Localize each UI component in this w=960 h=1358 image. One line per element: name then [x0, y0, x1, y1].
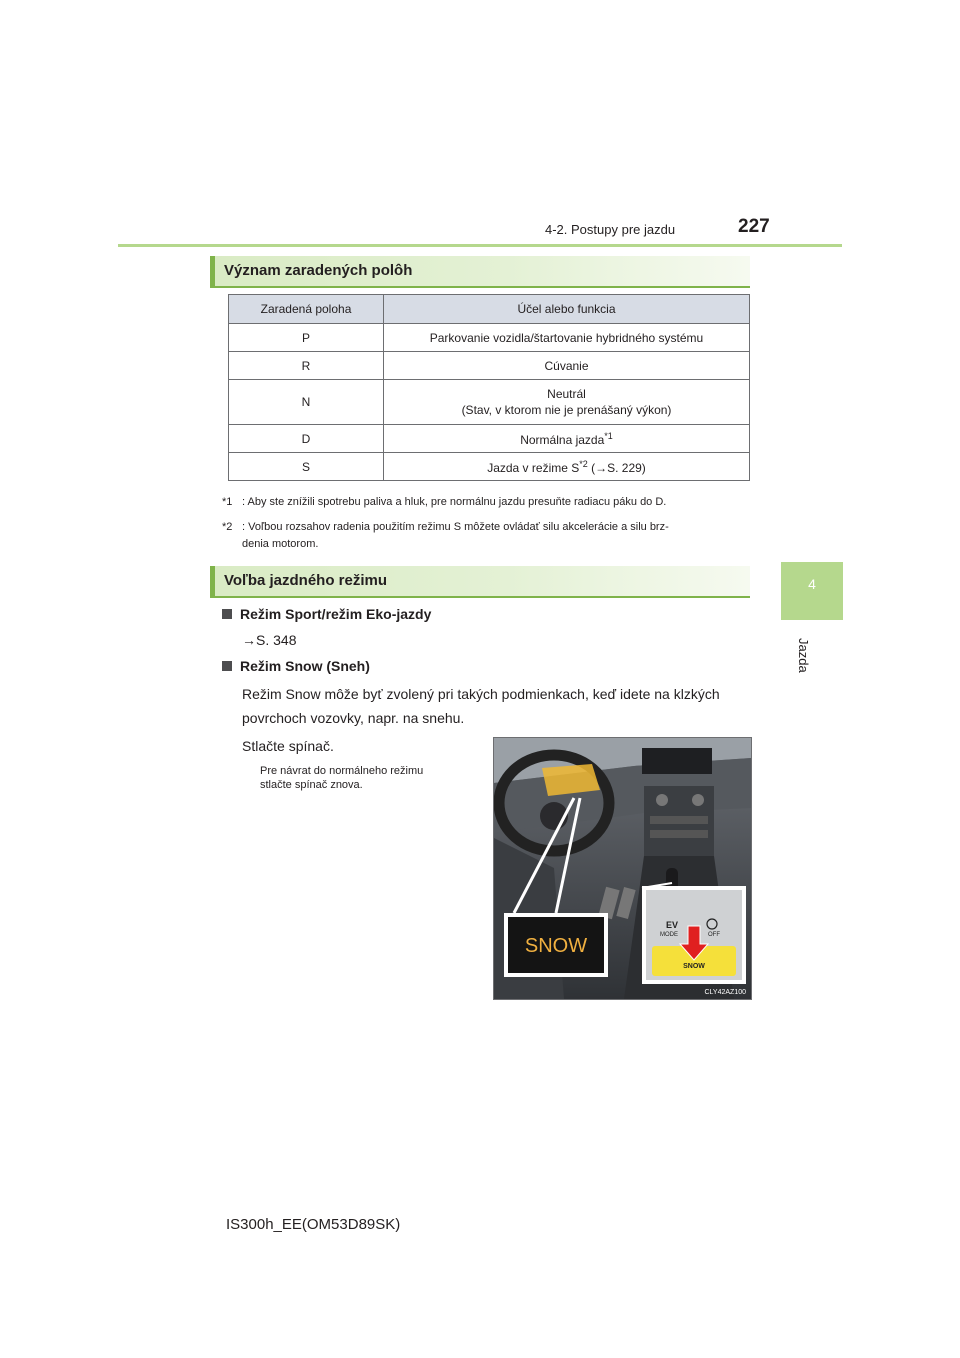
center-display	[642, 748, 712, 774]
switch-label: SNOW	[683, 963, 705, 970]
footnote-1	[222, 494, 666, 511]
section-title: Význam zaradených polôh	[224, 262, 413, 279]
subheading-sport-eco	[222, 606, 431, 622]
control-row	[650, 830, 708, 838]
section-title: Voľba jazdného režimu	[224, 572, 388, 589]
table-header-row	[229, 295, 750, 324]
note-line: stlačte spínač znova.	[260, 779, 363, 791]
chapter-label: Jazda	[796, 638, 811, 673]
function-cell	[384, 453, 750, 481]
table-row	[229, 324, 750, 352]
chapter-tab	[781, 562, 843, 620]
function-text: Jazda v režime S	[487, 460, 580, 475]
function-cell: Cúvanie	[384, 352, 750, 380]
function-cell	[384, 425, 750, 453]
footnote-ref: *1	[604, 430, 613, 441]
column-header: Účel alebo funkcia	[384, 295, 750, 324]
footnote-mark: *2	[222, 521, 233, 533]
position-cell: R	[229, 352, 384, 380]
table-row	[229, 453, 750, 481]
note-line: Pre návrat do normálneho režimu	[260, 765, 424, 777]
table-row	[229, 425, 750, 453]
document-code: IS300h_EE(OM53D89SK)	[226, 1216, 401, 1233]
subheading-text: Režim Snow (Sneh)	[240, 658, 370, 674]
function-cell: Parkovanie vozidla/štartovanie hybridného systému	[384, 324, 750, 352]
snow-description-line-2: povrchoch vozovky, napr. na snehu.	[242, 710, 465, 726]
snow-indicator-text: SNOW	[524, 935, 588, 957]
footnote-continuation: denia motorom.	[242, 538, 319, 550]
page-reference: (→S. 229)	[587, 460, 646, 475]
control-knob-icon	[692, 794, 704, 806]
running-header-section: 4-2. Postupy pre jazdu	[545, 222, 676, 237]
footnote-text: : Aby ste znížili spotrebu paliva a hluk, pre normálnu jazdu presuňte radiacu páku do D.	[242, 496, 667, 508]
footnote-mark: *1	[222, 496, 233, 508]
section-heading-drive-mode	[210, 566, 750, 598]
dashboard-illustration	[493, 737, 752, 1000]
chapter-number: 4	[808, 576, 816, 592]
function-cell	[384, 380, 750, 425]
snow-description-line-1: Režim Snow môže byť zvolený pri takých podmienkach, keď idete na klzkých	[242, 686, 720, 702]
footnote-2	[222, 519, 669, 553]
footnote-text: : Voľbou rozsahov radenia použitím režimu S môžete ovládať silu akcelerácie a silu brz-	[242, 521, 669, 533]
position-cell: D	[229, 425, 384, 453]
page-number: 227	[738, 216, 770, 237]
mode-label: MODE	[660, 932, 678, 938]
position-cell: S	[229, 453, 384, 481]
square-bullet-icon	[222, 609, 232, 619]
instruction-press-switch: Stlačte spínač.	[242, 738, 334, 754]
function-text-detail: (Stav, v ktorom nie je prenášaný výkon)	[461, 403, 672, 417]
figure-code: CLY42AZ100	[704, 989, 746, 996]
control-knob-icon	[656, 794, 668, 806]
position-cell: N	[229, 380, 384, 425]
control-row	[650, 816, 708, 824]
footnote-ref: *2	[579, 458, 588, 469]
section-heading-gear-positions	[210, 256, 750, 288]
table-row	[229, 352, 750, 380]
subheading-text: Režim Sport/režim Eko-jazdy	[240, 606, 432, 622]
ev-label: EV	[666, 920, 679, 930]
off-label: OFF	[708, 932, 720, 938]
subheading-snow	[222, 658, 370, 674]
position-cell: P	[229, 324, 384, 352]
function-text: Neutrál	[547, 387, 586, 401]
header-rule	[118, 244, 842, 247]
note-text	[260, 764, 476, 792]
column-header: Zaradená poloha	[229, 295, 384, 324]
table-row	[229, 380, 750, 425]
page-reference-sport: →S. 348	[242, 632, 297, 648]
gear-position-table	[228, 294, 750, 481]
square-bullet-icon	[222, 661, 232, 671]
function-text: Normálna jazda	[520, 432, 605, 447]
